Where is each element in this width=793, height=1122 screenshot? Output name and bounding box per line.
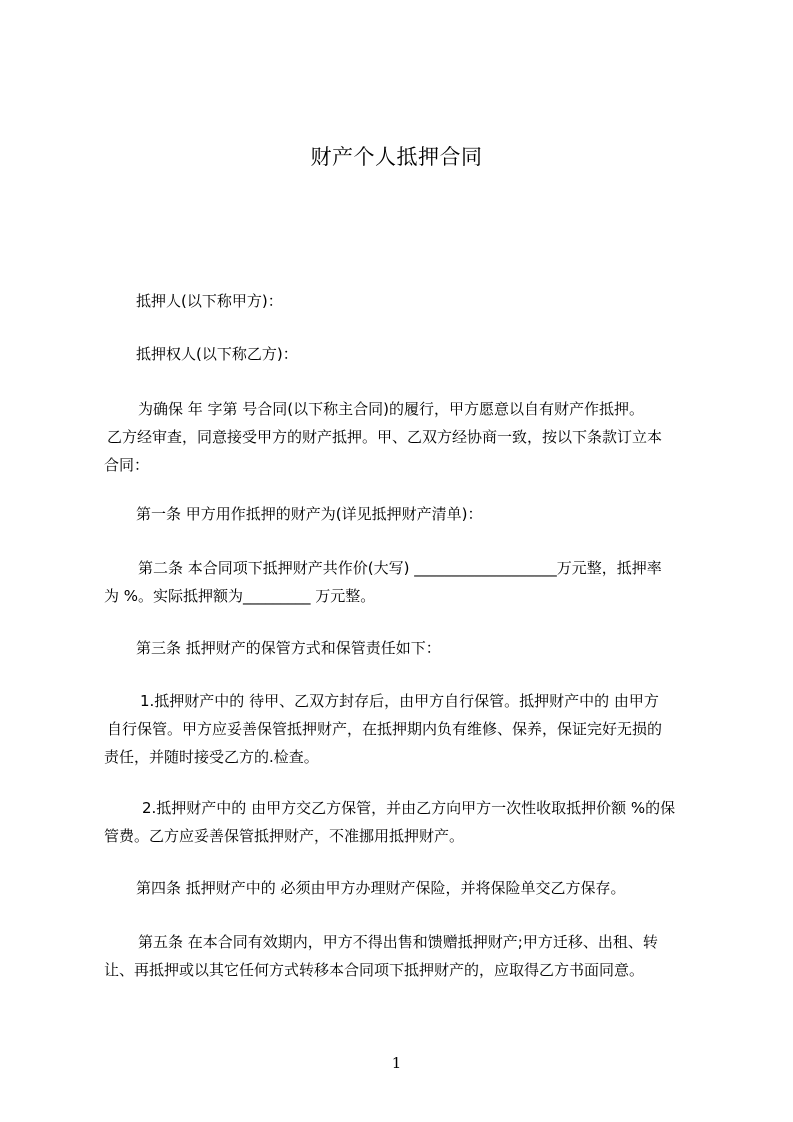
clause-3-1-paragraph (104, 687, 710, 771)
clause-3-1-line-2: 自行保管。甲方应妥善保管抵押财产，在抵押期内负有维修、保养，保证完好无损的 (107, 720, 663, 738)
page-number: 1 (391, 1054, 402, 1072)
article-4-paragraph (104, 874, 710, 902)
pledgee-line: 抵押权人(以下称乙方)： (136, 345, 298, 363)
clause-3-2-line-2: 管费。乙方应妥善保管抵押财产，不准挪用抵押财产。 (104, 827, 465, 845)
article-5-line-1: 第五条 在本合同有效期内，甲方不得出售和馈赠抵押财产;甲方迁移、出租、转 (138, 933, 658, 951)
clause-3-2-line-1: 2.抵押财产中的 由甲方交乙方保管，并由乙方向甲方一次性收取抵押价额 %的保 (142, 799, 676, 817)
clause-3-2-paragraph (104, 794, 710, 850)
purpose-line-3: 合同： (104, 456, 150, 474)
pledgee-paragraph (104, 340, 710, 368)
pledgor-paragraph (104, 287, 710, 315)
article-2-paragraph (104, 554, 710, 610)
article-5-paragraph (104, 928, 710, 984)
article-2-line-2: 为 %。实际抵押额为_________ 万元整。 (104, 587, 376, 605)
clause-3-1-line-3: 责任，并随时接受乙方的.检查。 (104, 748, 319, 766)
article-4-line: 第四条 抵押财产中的 必须由甲方办理财产保险，并将保险单交乙方保存。 (136, 879, 626, 897)
purpose-line-2: 乙方经审查，同意接受甲方的财产抵押。甲、乙双方经协商一致，按以下条款订立本 (107, 428, 663, 446)
article-3-line: 第三条 抵押财产的保管方式和保管责任如下： (136, 639, 441, 657)
purpose-line-1: 为确保 年 字第 号合同(以下称主合同)的履行，甲方愿意以自有财产作抵押。 (138, 400, 645, 418)
article-5-line-2: 让、再抵押或以其它任何方式转移本合同项下抵押财产的，应取得乙方书面同意。 (104, 961, 645, 979)
pledgor-line: 抵押人(以下称甲方)： (136, 292, 283, 310)
clause-3-1-line-1: 1.抵押财产中的 待甲、乙双方封存后，由甲方自行保管。抵押财产中的 由甲方 (140, 692, 659, 710)
document-title: 财产个人抵押合同 (310, 145, 483, 169)
article-2-line-1: 第二条 本合同项下抵押财产共作价(大写) ___________________万元整，抵押率 (138, 559, 662, 577)
purpose-paragraph (104, 395, 710, 479)
article-3-paragraph (104, 634, 710, 662)
article-1-line: 第一条 甲方用作抵押的财产为(详见抵押财产清单)： (136, 505, 483, 523)
article-1-paragraph (104, 500, 710, 528)
